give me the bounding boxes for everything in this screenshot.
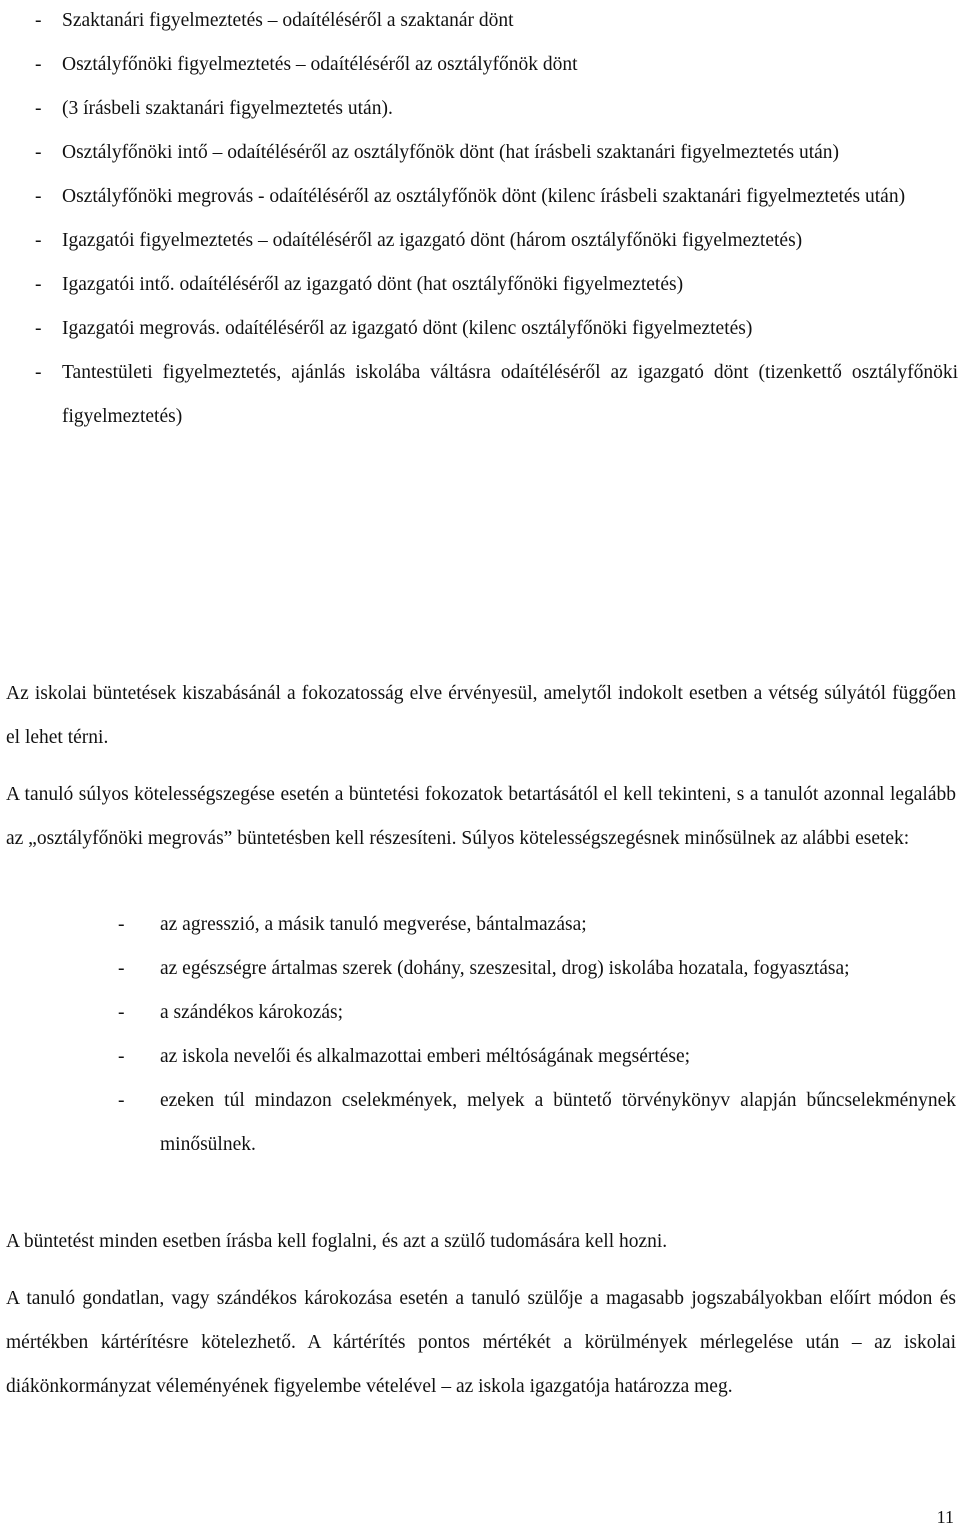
list-dash: - <box>35 230 42 251</box>
list-item-text: Osztályfőnöki figyelmeztetés – odaítéléséről az osztályfőnök dönt <box>62 54 578 75</box>
list-item-text: az agresszió, a másik tanuló megverése, bántalmazása; <box>160 914 587 935</box>
list-item <box>6 1035 956 1079</box>
list-dash: - <box>118 1046 125 1067</box>
list-item <box>5 263 958 307</box>
paragraph-serious-offense: A tanuló súlyos kötelességszegése esetén a büntetési fokozatok betartásától el kell tekinteni, s a tanulót azonnal legalább az „osztályfőnöki megrovás” büntetésben kell részesíteni. Súlyos kötelességszegésnek minősülnek az alábbi esetek: <box>6 784 956 849</box>
list-item-text: Igazgatói figyelmeztetés – odaítéléséről az igazgató dönt (három osztályfőnöki figyelmeztetés) <box>62 230 803 251</box>
list-item <box>5 175 958 219</box>
list-dash: - <box>118 914 125 935</box>
paragraph-damages: A tanuló gondatlan, vagy szándékos károkozása esetén a tanuló szülője a magasabb jogszabályokban előírt módon és mértékben kártérítésre kötelezhető. A kártérítés pontos mértékét a körülmények mérlegelése után – az iskolai diákönkormányzat véleményének figyelembe vételével – az iskola igazgatója határozza meg. <box>6 1288 956 1397</box>
list-dash: - <box>118 958 125 979</box>
list-dash: - <box>35 142 42 163</box>
page-number: 11 <box>936 1507 954 1527</box>
list-item-text: Osztályfőnöki intő – odaítéléséről az osztályfőnök dönt (hat írásbeli szaktanári figyelmeztetés után) <box>62 142 840 163</box>
list-dash: - <box>35 10 42 31</box>
list-item <box>5 131 958 175</box>
list-dash: - <box>35 98 42 119</box>
list-item <box>5 351 958 439</box>
list-item-text: Osztályfőnöki megrovás - odaítéléséről az osztályfőnök dönt (kilenc írásbeli szaktanári figyelmeztetés után) <box>62 186 906 207</box>
list-item <box>6 1079 956 1167</box>
list-item <box>5 0 958 43</box>
list-item-text: az egészségre ártalmas szerek (dohány, szeszesital, drog) iskolába hozatala, fogyasztása; <box>160 958 850 979</box>
discipline-levels-list <box>5 0 958 439</box>
list-item-text: az iskola nevelői és alkalmazottai emberi méltóságának megsértése; <box>160 1046 691 1067</box>
list-dash: - <box>35 54 42 75</box>
list-item <box>6 947 956 991</box>
list-item-text: ezeken túl mindazon cselekmények, melyek a büntető törvénykönyv alapján bűncselekménynek minősülnek. <box>160 1090 956 1155</box>
list-item-text: Igazgatói megrovás. odaítéléséről az igazgató dönt (kilenc osztályfőnöki figyelmeztetés) <box>62 318 753 339</box>
list-item <box>5 43 958 87</box>
list-item-text: Igazgatói intő. odaítéléséről az igazgató dönt (hat osztályfőnöki figyelmeztetés) <box>62 274 684 295</box>
serious-offenses-list <box>6 903 956 1167</box>
list-item <box>6 903 956 947</box>
paragraph-written-record: A büntetést minden esetben írásba kell foglalni, és azt a szülő tudomására kell hozni. <box>6 1231 668 1252</box>
list-item-text: a szándékos károkozás; <box>160 1002 344 1023</box>
paragraph-gradualness: Az iskolai büntetések kiszabásánál a fokozatosság elve érvényesül, amelytől indokolt esetben a vétség súlyától függően el lehet térni. <box>6 683 956 748</box>
list-dash: - <box>118 1002 125 1023</box>
list-dash: - <box>35 318 42 339</box>
list-item <box>5 87 958 131</box>
list-item <box>5 307 958 351</box>
list-dash: - <box>35 274 42 295</box>
list-item <box>5 219 958 263</box>
list-item-text: Szaktanári figyelmeztetés – odaítéléséről a szaktanár dönt <box>62 10 514 31</box>
list-dash: - <box>35 186 42 207</box>
list-item-text: Tantestületi figyelmeztetés, ajánlás iskolába váltásra odaítéléséről az igazgató dönt (tizenkettő osztályfőnöki figyelmeztetés) <box>62 362 958 427</box>
list-item-text: (3 írásbeli szaktanári figyelmeztetés után). <box>62 98 393 119</box>
list-dash: - <box>118 1090 125 1111</box>
list-dash: - <box>35 362 42 383</box>
list-item <box>6 991 956 1035</box>
